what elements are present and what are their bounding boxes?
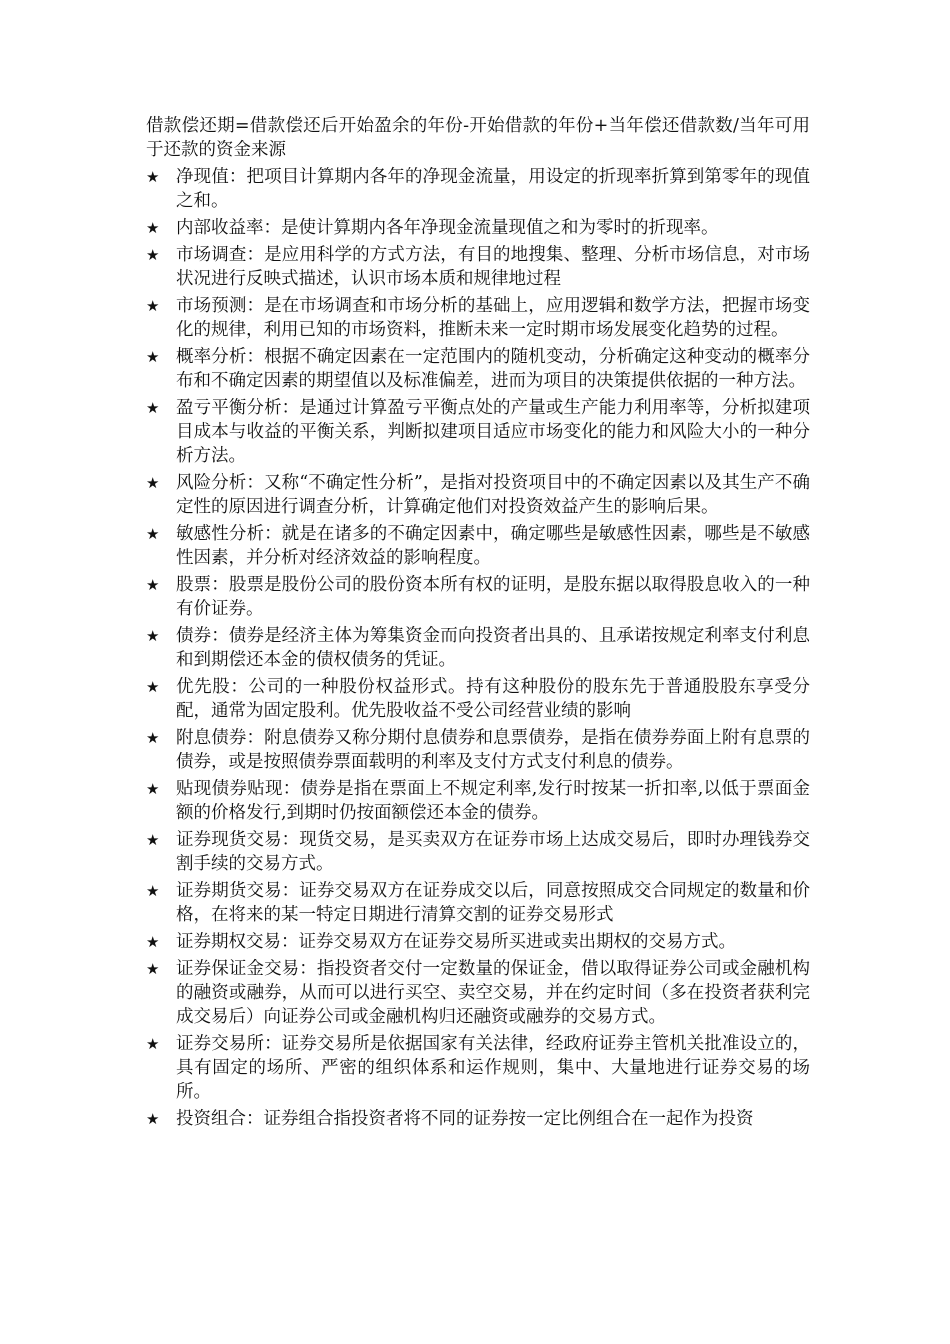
list-item	[146, 573, 810, 621]
star-bullet-icon: ★	[146, 168, 160, 186]
list-item	[146, 675, 810, 723]
star-bullet-icon: ★	[146, 399, 160, 417]
star-bullet-icon: ★	[146, 474, 160, 492]
item-text: 证券期货交易：证券交易双方在证券成交以后，同意按照成交合同规定的数量和价格，在将来的某一特定日期进行清算交割的证券交易形式	[176, 881, 810, 925]
list-item	[146, 879, 810, 927]
star-bullet-icon: ★	[146, 297, 160, 315]
item-text: 优先股：公司的一种股份权益形式。持有这种股份的股东先于普通股股东享受分配，通常为固定股利。优先股收益不受公司经营业绩的影响	[176, 677, 810, 721]
star-bullet-icon: ★	[146, 780, 160, 798]
item-text: 市场调查：是应用科学的方式方法，有目的地搜集、整理、分析市场信息，对市场状况进行反映式描述，认识市场本质和规律地过程	[176, 245, 810, 289]
star-bullet-icon: ★	[146, 348, 160, 366]
item-text: 净现值：把项目计算期内各年的净现金流量，用设定的折现率折算到第零年的现值之和。	[176, 167, 810, 211]
item-text: 证券保证金交易：指投资者交付一定数量的保证金，借以取得证券公司或金融机构的融资或融券，从而可以进行买空、卖空交易，并在约定时间（多在投资者获利完成交易后）向证券公司或金融机构归还融资或融券的交易方式。	[176, 959, 810, 1027]
star-bullet-icon: ★	[146, 729, 160, 747]
list-item	[146, 726, 810, 774]
list-item	[146, 396, 810, 468]
list-item	[146, 930, 810, 954]
item-text: 证券期权交易：证券交易双方在证券交易所买进或卖出期权的交易方式。	[176, 932, 736, 952]
star-bullet-icon: ★	[146, 246, 160, 264]
list-item	[146, 1032, 810, 1104]
star-bullet-icon: ★	[146, 831, 160, 849]
star-bullet-icon: ★	[146, 525, 160, 543]
item-text: 证券交易所：证券交易所是依据国家有关法律，经政府证券主管机关批准设立的，具有固定的场所、严密的组织体系和运作规则，集中、大量地进行证券交易的场所。	[176, 1034, 810, 1102]
item-text: 概率分析：根据不确定因素在一定范围内的随机变动，分析确定这种变动的概率分布和不确定因素的期望值以及标准偏差，进而为项目的决策提供依据的一种方法。	[176, 347, 810, 391]
list-item	[146, 522, 810, 570]
star-bullet-icon: ★	[146, 219, 160, 237]
intro-paragraph: 借款偿还期=借款偿还后开始盈余的年份-开始借款的年份+当年偿还借款数/当年可用于还款的资金来源	[146, 116, 810, 160]
star-bullet-icon: ★	[146, 933, 160, 951]
list-item	[146, 216, 810, 240]
list-item	[146, 777, 810, 825]
list-item	[146, 165, 810, 213]
star-bullet-icon: ★	[146, 882, 160, 900]
item-text: 投资组合：证券组合指投资者将不同的证券按一定比例组合在一起作为投资	[176, 1109, 754, 1129]
list-item	[146, 471, 810, 519]
definition-list	[146, 165, 810, 1131]
star-bullet-icon: ★	[146, 960, 160, 978]
list-item	[146, 957, 810, 1029]
list-item	[146, 828, 810, 876]
item-text: 内部收益率：是使计算期内各年净现金流量现值之和为零时的折现率。	[176, 218, 719, 238]
list-item	[146, 345, 810, 393]
item-text: 债券：债券是经济主体为筹集资金而向投资者出具的、且承诺按规定利率支付利息和到期偿还本金的债权债务的凭证。	[176, 626, 810, 670]
item-text: 盈亏平衡分析：是通过计算盈亏平衡点处的产量或生产能力利用率等，分析拟建项目成本与收益的平衡关系，判断拟建项目适应市场变化的能力和风险大小的一种分析方法。	[176, 398, 810, 466]
star-bullet-icon: ★	[146, 1110, 160, 1128]
item-text: 贴现债券贴现：债券是指在票面上不规定利率,发行时按某一折扣率,以低于票面金额的价格发行,到期时仍按面额偿还本金的债券。	[176, 779, 810, 823]
list-item	[146, 243, 810, 291]
item-text: 证券现货交易：现货交易，是买卖双方在证券市场上达成交易后，即时办理钱券交割手续的交易方式。	[176, 830, 810, 874]
item-text: 附息债券：附息债券又称分期付息债券和息票债券，是指在债券券面上附有息票的债券，或是按照债券票面载明的利率及支付方式支付利息的债券。	[176, 728, 810, 772]
item-text: 股票：股票是股份公司的股份资本所有权的证明，是股东据以取得股息收入的一种有价证券。	[176, 575, 810, 619]
list-item	[146, 294, 810, 342]
list-item	[146, 624, 810, 672]
item-text: 风险分析：又称“不确定性分析”，是指对投资项目中的不确定因素以及其生产不确定性的原因进行调查分析，计算确定他们对投资效益产生的影响后果。	[176, 473, 810, 517]
item-text: 市场预测：是在市场调查和市场分析的基础上，应用逻辑和数学方法，把握市场变化的规律，利用已知的市场资料，推断未来一定时期市场发展变化趋势的过程。	[176, 296, 810, 340]
star-bullet-icon: ★	[146, 627, 160, 645]
document-body	[146, 114, 810, 1131]
star-bullet-icon: ★	[146, 678, 160, 696]
item-text: 敏感性分析：就是在诸多的不确定因素中，确定哪些是敏感性因素，哪些是不敏感性因素，并分析对经济效益的影响程度。	[176, 524, 810, 568]
star-bullet-icon: ★	[146, 576, 160, 594]
star-bullet-icon: ★	[146, 1035, 160, 1053]
list-item	[146, 1107, 810, 1131]
